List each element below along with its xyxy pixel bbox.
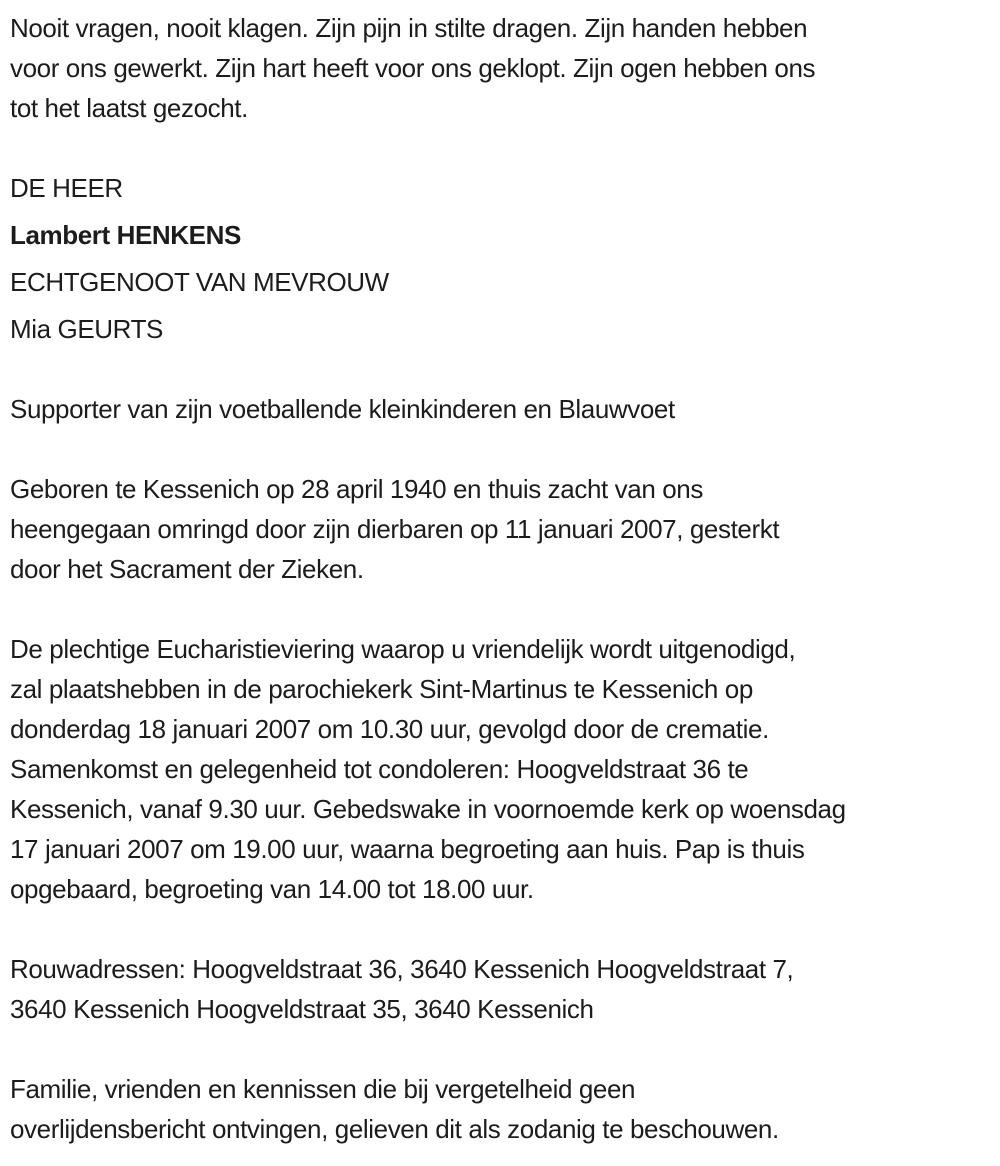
service-line: zal plaatshebben in de parochiekerk Sint-Martinus te Kessenich op [10, 674, 753, 704]
birth-death-line: Geboren te Kessenich op 28 april 1940 en thuis zacht van ons [10, 474, 703, 504]
verse-paragraph [10, 8, 990, 128]
spouse-name: Mia GEURTS [10, 314, 163, 344]
closing-paragraph [10, 1069, 990, 1149]
closing-line: overlijdensbericht ontvingen, gelieven dit als zodanig te beschouwen. [10, 1114, 779, 1144]
birth-death-line: door het Sacrament der Zieken. [10, 554, 364, 584]
service-line: donderdag 18 januari 2007 om 10.30 uur, gevolgd door de crematie. [10, 714, 769, 744]
verse-line: tot het laatst gezocht. [10, 93, 248, 123]
service-paragraph [10, 629, 990, 909]
deceased-title: DE HEER [10, 173, 123, 203]
service-line: opgebaard, begroeting van 14.00 tot 18.00 uur. [10, 874, 534, 904]
deceased-name: Lambert HENKENS [10, 220, 241, 250]
mourning-address-line: 3640 Kessenich Hoogveldstraat 35, 3640 Kessenich [10, 994, 594, 1024]
supporter-line: Supporter van zijn voetballende kleinkinderen en Blauwvoet [10, 394, 675, 424]
deceased-header [10, 168, 990, 349]
birth-death-line: heengegaan omringd door zijn dierbaren op 11 januari 2007, gesterkt [10, 514, 780, 544]
mourning-addresses-paragraph [10, 949, 990, 1029]
supporter-paragraph [10, 389, 990, 429]
service-line: Samenkomst en gelegenheid tot condoleren: Hoogveldstraat 36 te [10, 754, 749, 784]
service-line: Kessenich, vanaf 9.30 uur. Gebedswake in voornoemde kerk op woensdag [10, 794, 846, 824]
verse-line: voor ons gewerkt. Zijn hart heeft voor ons geklopt. Zijn ogen hebben ons [10, 53, 816, 83]
verse-line: Nooit vragen, nooit klagen. Zijn pijn in stilte dragen. Zijn handen hebben [10, 13, 808, 43]
birth-death-paragraph [10, 469, 990, 589]
mourning-address-line: Rouwadressen: Hoogveldstraat 36, 3640 Kessenich Hoogveldstraat 7, [10, 954, 794, 984]
service-line: De plechtige Eucharistieviering waarop u vriendelijk wordt uitgenodigd, [10, 634, 796, 664]
spouse-title: ECHTGENOOT VAN MEVROUW [10, 267, 389, 297]
service-line: 17 januari 2007 om 19.00 uur, waarna begroeting aan huis. Pap is thuis [10, 834, 805, 864]
closing-line: Familie, vrienden en kennissen die bij vergetelheid geen [10, 1074, 636, 1104]
